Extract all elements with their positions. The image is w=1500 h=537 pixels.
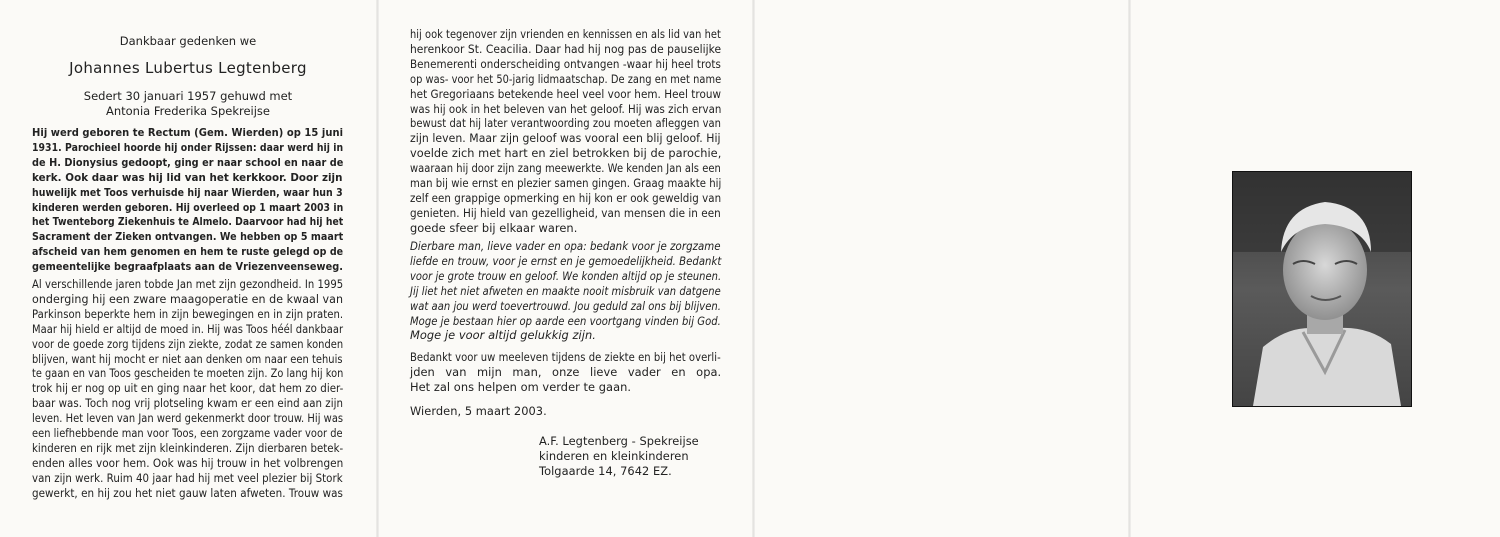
text-line: herenkoor St. Ceacilia. Daar had hij nog pas de pauselijke <box>410 41 722 56</box>
date-line: Wierden, 5 maart 2003. <box>410 404 547 418</box>
prayer-line: Dierbare man, lieve vader en opa: bedank voor je zorgzame <box>410 239 721 253</box>
text-line: blijven, want hij mocht er niet aan denken om naar een tehuis <box>32 351 343 366</box>
prayer-line: wat aan jou werd toevertrouwd. Jou geduld zal ons bij blijven. <box>410 298 721 313</box>
text-line: de H. Dionysius gedoopt, ging er naar school en naar de <box>32 155 344 169</box>
text-line: het Gregoriaans betekende heel veel voor hem. Heel trouw <box>410 86 722 101</box>
text-line: kinderen en rijk met zijn kleinkinderen. Zijn dierbaren betek- <box>32 440 344 455</box>
card-fold-line <box>752 0 755 537</box>
married-line-1: Sedert 30 januari 1957 gehuwd met <box>83 89 293 103</box>
text-line: bewust dat hij later verantwoording zou moeten afleggen van <box>410 116 722 131</box>
text-line: een liefhebbende man voor Toos, een zorgzame vader voor de <box>32 426 343 440</box>
text-line: van zijn werk. Ruim 40 jaar had hij met veel plezier bij Stork <box>32 470 343 485</box>
text-line: hij ook tegenover zijn vrienden en kennissen en als lid van het <box>410 27 721 41</box>
prayer-line: liefde en trouw, voor je ernst en je gemoedelijkheid. Bedankt <box>410 253 722 268</box>
text-line: voelde zich met hart en ziel betrokken bij de parochie, <box>410 146 722 161</box>
card-fold-line <box>376 0 379 537</box>
heading-dankbaar: Dankbaar gedenken we <box>119 34 257 48</box>
prayer-line: Moge je bestaan hier op aarde een voortgang vinden bij God. <box>410 313 721 328</box>
text-line: Sacrament der Zieken ontvangen. We hebben op 5 maart <box>32 230 344 244</box>
thanks-line: jden van mijn man, onze lieve vader en opa. <box>410 364 722 379</box>
text-line: voor de goede zorg tijdens zijn ziekte, zodat ze samen konden <box>32 336 344 351</box>
portrait-photo <box>1232 171 1412 407</box>
text-line: leven. Het leven van Jan werd gekenmerkt door trouw. Hij was <box>32 411 344 426</box>
text-line: op was- voor het 50-jarig lidmaatschap. De zang en met name <box>410 71 722 86</box>
text-line: 1931. Parochieel hoorde hij onder Rijssen: daar werd hij in <box>32 140 344 154</box>
text-line: afscheid van hem genomen en hem te ruste gelegd op de <box>32 245 344 259</box>
text-line: zelf een grappige opmerking en hij kon er ook geweldig van <box>410 190 722 205</box>
signature-line: Tolgaarde 14, 7642 EZ. <box>539 463 672 478</box>
text-line: Hij werd geboren te Rectum (Gem. Wierden) op 15 juni <box>32 126 344 139</box>
text-line: baar was. Toch nog vrij plotseling kwam er een eind aan zijn <box>32 396 343 411</box>
text-line: waaraan hij door zijn zang meewerkte. We kenden Jan als een <box>410 161 721 176</box>
text-line: zijn leven. Maar zijn geloof was vooral een blij geloof. Hij <box>410 131 721 146</box>
signature-line: kinderen en kleinkinderen <box>539 448 689 463</box>
text-line: Parkinson beperkte hem in zijn bewegingen en in zijn praten. <box>32 306 344 321</box>
text-line: man bij wie ernst en plezier samen gingen. Graag maakte hij <box>410 176 722 190</box>
text-line: gemeentelijke begraafplaats aan de Vriezenveenseweg. <box>32 260 344 274</box>
text-line: Al verschillende jaren tobde Jan met zijn gezondheid. In 1995 <box>32 277 344 291</box>
text-line: onderging hij een zware maagoperatie en de kwaal van <box>32 291 344 306</box>
text-line: goede sfeer bij elkaar waren. <box>410 220 578 235</box>
thanks-line: Bedankt voor uw meeleven tijdens de ziekte en bij het overli- <box>410 350 721 364</box>
text-line: huwelijk met Toos verhuisde hij naar Wierden, waar hun 3 <box>32 185 343 199</box>
card-fold-line <box>1128 0 1131 537</box>
signature-line: A.F. Legtenberg - Spekreijse <box>539 434 699 448</box>
prayer-line: Jij liet het niet afweten en maakte nooit misbruik van datgene <box>410 283 721 298</box>
prayer-line: voor je grote trouw en geloof. We konden altijd op je steunen. <box>410 268 722 283</box>
text-line: genieten. Hij hield van gezelligheid, van mensen die in een <box>410 205 721 220</box>
thanks-line: Het zal ons helpen om verder te gaan. <box>410 379 632 394</box>
text-line: trok hij er nog op uit en ging naar het koor, dat hem zo dier- <box>32 381 344 396</box>
text-line: gewerkt, en hij zou het niet gauw laten afweten. Trouw was <box>32 485 343 500</box>
text-line: was hij ook in het beleven van het geloof. Hij was zich ervan <box>410 101 722 116</box>
text-line: kinderen werden geboren. Hij overleed op 1 maart 2003 in <box>32 200 344 214</box>
deceased-name: Johannes Lubertus Legtenberg <box>69 59 307 77</box>
text-line: Benemerenti onderscheiding ontvangen -waar hij heel trots <box>410 56 721 71</box>
married-line-2: Antonia Frederika Spekreijse <box>105 104 270 118</box>
text-line: enden alles voor hem. Ook was hij trouw in het volbrengen <box>32 455 344 470</box>
text-line: kerk. Ook daar was hij lid van het kerkkoor. Door zijn <box>32 170 343 184</box>
text-line: het Twenteborg Ziekenhuis te Almelo. Daarvoor had hij het <box>32 215 344 229</box>
text-line: te gaan en van Toos gescheiden te moeten zijn. Zo lang hij kon <box>32 366 344 381</box>
text-line: Maar hij hield er altijd de moed in. Hij was Toos héél dankbaar <box>32 321 344 336</box>
prayer-line: Moge je voor altijd gelukkig zijn. <box>410 328 596 343</box>
